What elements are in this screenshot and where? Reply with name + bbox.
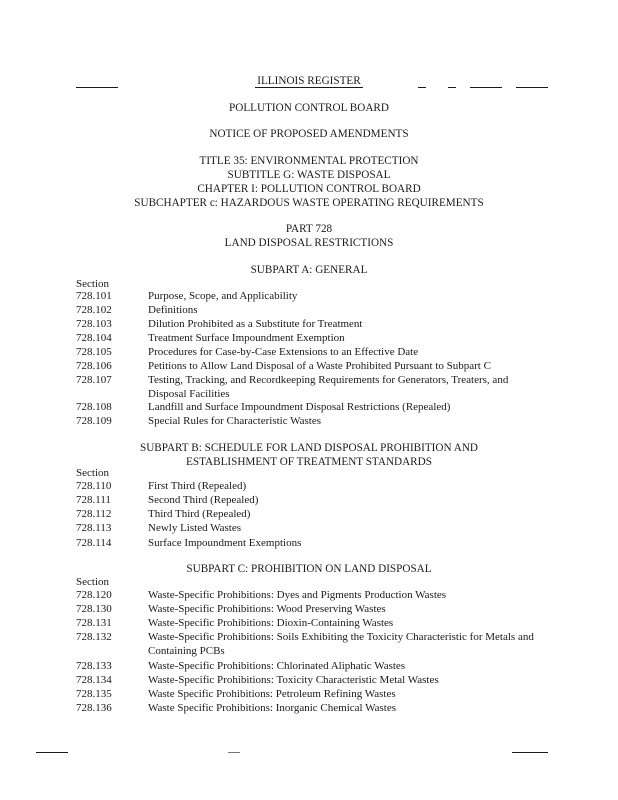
section-number: 728.113 xyxy=(76,522,112,534)
section-number: 728.133 xyxy=(76,660,112,672)
section-number: 728.104 xyxy=(76,332,112,344)
section-number: 728.105 xyxy=(76,346,112,358)
section-number: 728.136 xyxy=(76,702,112,714)
section-title: Newly Listed Wastes xyxy=(148,522,242,534)
section-title: Waste Specific Prohibitions: Petroleum Refining Wastes xyxy=(148,688,396,700)
chapter-heading: CHAPTER I: POLLUTION CONTROL BOARD xyxy=(197,183,421,195)
section-number: 728.106 xyxy=(76,360,112,372)
section-title: Landfill and Surface Impoundment Disposal Restrictions (Repealed) xyxy=(148,401,451,413)
register-title: ILLINOIS REGISTER xyxy=(257,75,361,87)
section-title: Waste-Specific Prohibitions: Dyes and Pigments Production Wastes xyxy=(148,589,447,601)
subtitle-heading: SUBTITLE G: WASTE DISPOSAL xyxy=(227,169,391,181)
subpart-c-title: SUBPART C: PROHIBITION ON LAND DISPOSAL xyxy=(186,563,432,575)
subchapter-heading: SUBCHAPTER c: HAZARDOUS WASTE OPERATING REQUIREMENTS xyxy=(134,197,484,209)
section-title: Waste-Specific Prohibitions: Wood Preserving Wastes xyxy=(148,603,386,615)
section-title: Purpose, Scope, and Applicability xyxy=(148,290,298,302)
section-number: 728.109 xyxy=(76,415,112,427)
notice-title: NOTICE OF PROPOSED AMENDMENTS xyxy=(209,128,409,140)
footer-rule-right xyxy=(512,752,548,753)
subpart-a-title: SUBPART A: GENERAL xyxy=(250,264,368,276)
section-title: Testing, Tracking, and Recordkeeping Requirements for Generators, Treaters, and Disposal Facilities xyxy=(148,374,509,400)
subpart-a-section-label: Section xyxy=(76,278,109,290)
section-title: Waste-Specific Prohibitions: Dioxin-Containing Wastes xyxy=(148,617,394,629)
section-title: Procedures for Case-by-Case Extensions to an Effective Date xyxy=(148,346,419,358)
subpart-b-section-label: Section xyxy=(76,467,109,479)
section-title: Special Rules for Characteristic Wastes xyxy=(148,415,322,427)
section-number: 728.110 xyxy=(76,480,112,492)
section-number: 728.120 xyxy=(76,589,112,601)
section-number: 728.107 xyxy=(76,374,112,386)
subpart-b-title-line1: SUBPART B: SCHEDULE FOR LAND DISPOSAL PROHIBITION AND xyxy=(139,442,478,454)
agency-name: POLLUTION CONTROL BOARD xyxy=(229,102,389,114)
part-name: LAND DISPOSAL RESTRICTIONS xyxy=(224,237,394,249)
section-number: 728.131 xyxy=(76,617,112,629)
section-title: Treatment Surface Impoundment Exemption xyxy=(148,332,345,344)
section-number: 728.114 xyxy=(76,537,112,549)
section-number: 728.103 xyxy=(76,318,112,330)
section-number: 728.112 xyxy=(76,508,112,520)
section-title: Third Third (Repealed) xyxy=(148,508,251,520)
section-number: 728.134 xyxy=(76,674,112,686)
section-number: 728.101 xyxy=(76,290,112,302)
section-title: Waste-Specific Prohibitions: Toxicity Characteristic Metal Wastes xyxy=(148,674,439,686)
section-title: Petitions to Allow Land Disposal of a Waste Prohibited Pursuant to Subpart C xyxy=(148,360,491,372)
section-title: Waste Specific Prohibitions: Inorganic Chemical Wastes xyxy=(148,702,397,714)
section-title: Waste-Specific Prohibitions: Soils Exhibiting the Toxicity Characteristic for Metals and Containing PCBs xyxy=(148,631,534,657)
part-number: PART 728 xyxy=(285,223,333,235)
footer-rule-center xyxy=(228,752,240,753)
section-number: 728.135 xyxy=(76,688,112,700)
subpart-b-title-line2: ESTABLISHMENT OF TREATMENT STANDARDS xyxy=(186,456,432,468)
section-title: Waste-Specific Prohibitions: Chlorinated Aliphatic Wastes xyxy=(148,660,406,672)
subpart-c-section-label: Section xyxy=(76,576,109,588)
section-number: 728.111 xyxy=(76,494,111,506)
footer-rule-left xyxy=(36,752,68,753)
section-number: 728.130 xyxy=(76,603,112,615)
section-number: 728.108 xyxy=(76,401,112,413)
section-title: First Third (Repealed) xyxy=(148,480,247,492)
section-number: 728.132 xyxy=(76,631,112,643)
section-title: Second Third (Repealed) xyxy=(148,494,259,506)
section-title: Definitions xyxy=(148,304,198,316)
section-title: Dilution Prohibited as a Substitute for Treatment xyxy=(148,318,363,330)
title-heading: TITLE 35: ENVIRONMENTAL PROTECTION xyxy=(199,155,419,167)
section-title: Surface Impoundment Exemptions xyxy=(148,537,302,549)
section-number: 728.102 xyxy=(76,304,112,316)
